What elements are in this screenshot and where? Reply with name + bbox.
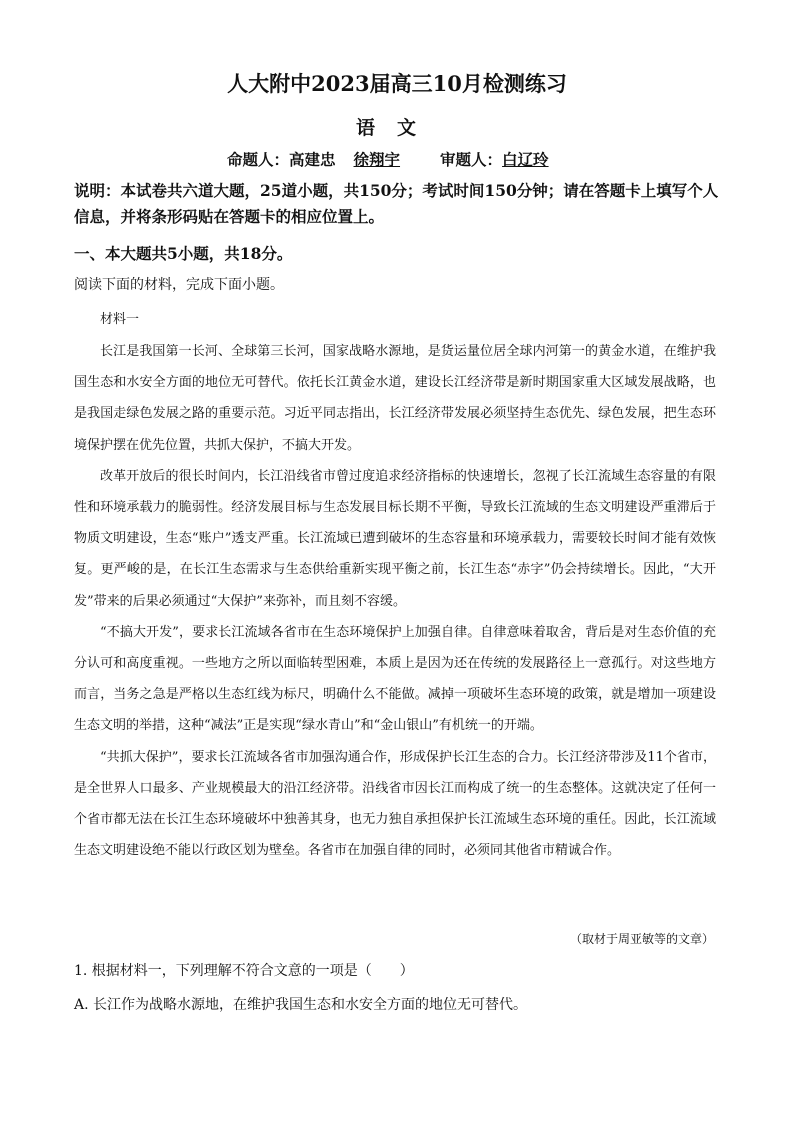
section-heading: 一、本大题共5小题，共18分。 — [74, 244, 293, 263]
author-label: 命题人：高建忠 — [227, 150, 336, 169]
reviewer-name: 白辽玲 — [502, 150, 549, 169]
source-citation: （取材于周亚敏等的文章） — [569, 932, 714, 946]
question-stem: 1. 根据材料一，下列理解不符合文意的一项是（ ） — [74, 963, 414, 979]
reviewer-label: 审题人： — [440, 150, 503, 169]
passage — [74, 336, 716, 866]
subject-title: 语文 — [355, 117, 438, 139]
exam-title: 人大附中2023届高三10月检测练习 — [227, 71, 567, 96]
paragraph: 长江是我国第一长河、全球第三长河，国家战略水源地，是货运量位居全球内河第一的黄金水道，在维护我国生态和水安全方面的地位无可替代。依托长江黄金水道，建设长江经济带是新时期国家重大区域发展战略，也是我国走绿色发展之路的重要示范。习近平同志指出，长江经济带发展必须坚持生态优先、绿色发展，把生态环境保护摆在优先位置，共抓大保护，不搞大开发。 — [74, 344, 716, 453]
reading-instruction: 阅读下面的材料，完成下面小题。 — [74, 277, 284, 293]
paragraph: “共抓大保护”，要求长江流域各省市加强沟通合作，形成保护长江生态的合力。长江经济带涉及11个省市，是全世界人口最多、产业规模最大的沿江经济带。沿线省市因长江而构成了统一的生态整体。这就决定了任何一个省市都无法在长江生态环境破坏中独善其身，也无力独自承担保护长江流域生态环境的重任。因此，长江流域生态文明建设绝不能以行政区划为壁垒。各省市在加强自律的同时，必须同其他省市精诚合作。 — [74, 749, 716, 859]
option-a: A. 长江作为战略水源地，在维护我国生态和水安全方面的地位无可替代。 — [74, 997, 528, 1013]
paragraph: “不搞大开发”，要求长江流域各省市在生态环境保护上加强自律。自律意味着取舍，背后是对生态价值的充分认可和高度重视。一些地方之所以面临转型困难，本质上是因为还在传统的发展路径上一意孤行。对这些地方而言，当务之急是严格以生态红线为标尺，明确什么不能做。减掉一项破坏生态环境的政策，就是增加一项建设生态文明的举措，这种“减法”正是实现“绿水青山”和“金山银山”有机统一的开端。 — [74, 624, 716, 734]
paragraph: 改革开放后的很长时间内，长江沿线省市曾过度追求经济指标的快速增长，忽视了长江流域生态容量的有限性和环境承载力的脆弱性。经济发展目标与生态发展目标长期不平衡，导致长江流域的生态文明建设严重滞后于物质文明建设，生态“账户”透支严重。长江流域已遭到破坏的生态容量和环境承载力，需要较长时间才能有效恢复。更严峻的是，在长江生态需求与生态供给重新实现平衡之前，长江生态“赤字”仍会持续增长。因此，“大开发”带来的后果必须通过“大保护”来弥补，而且刻不容缓。 — [74, 468, 716, 609]
exam-note: 说明：本试卷共六道大题，25道小题，共150分；考试时间150分钟；请在答题卡上填写个人信息，并将条形码贴在答题卡的相应位置上。 — [74, 181, 719, 226]
author-line — [227, 148, 549, 170]
material-label: 材料一 — [100, 312, 140, 327]
author2: 徐翔宇 — [353, 150, 401, 169]
